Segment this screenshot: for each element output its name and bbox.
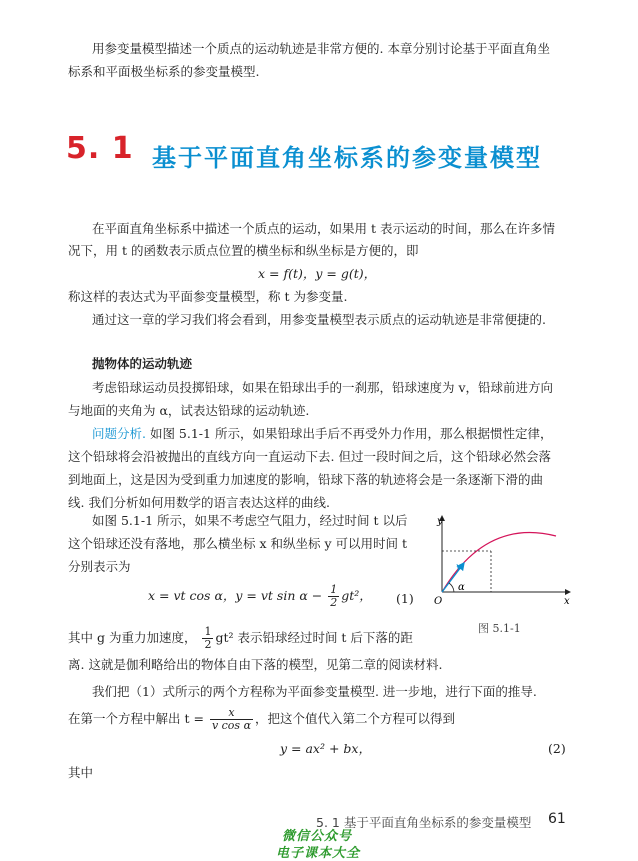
equation-1-label: (1) [396, 591, 414, 606]
angle-arc [449, 583, 454, 592]
para2-after-line-2: 离. 这就是伽利略给出的物体自由下落的模型，见第二章的阅读材料. [68, 657, 443, 672]
equation-2: y = ax² + bx， [280, 741, 371, 756]
page-number: 61 [548, 811, 566, 827]
half-denominator: 2 [204, 638, 212, 651]
analysis-label: 问题分析. [92, 426, 146, 441]
para2-after-line-1 [68, 626, 413, 651]
y-axis-label: y [437, 516, 443, 527]
footer-section-title: 5. 1 基于平面直角坐标系的参变量模型 [316, 815, 532, 830]
analysis-line-3: 到地面上，这是因为受到重力加速度的影响，铅球下落的轨迹将会是一条逐渐下滑的曲 [68, 472, 544, 487]
angle-label: α [458, 582, 465, 593]
equation-1-fraction [328, 584, 339, 609]
t-denominator: v cos α [211, 719, 252, 732]
para2-line-2: 这个铅球还没有落地，那么横坐标 x 和纵坐标 y 可以用时间 t [68, 536, 408, 551]
half-numerator: 1 [204, 625, 212, 638]
section-title: 基于平面直角坐标系的参变量模型 [152, 144, 542, 172]
analysis-line-2: 这个铅球将会沿被抛出的直线方向一直运动下去. 但过一段时间之后，这个铅球必然会落 [68, 449, 551, 464]
para2-line-3: 分别表示为 [68, 559, 131, 574]
intro-line-1: 用参变量模型描述一个质点的运动轨迹是非常方便的. 本章分别讨论基于平面直角坐 [92, 41, 550, 56]
fraction-denominator: 2 [330, 596, 338, 609]
analysis-text: 如图 5.1-1 所示，如果铅球出手后不再受外力作用，那么根据惯性定律， [145, 426, 553, 441]
para2-after-text-b: gt² 表示铅球经过时间 t 后下落的距 [215, 630, 413, 645]
para1-line-3: 称这样的表达式为平面参变量模型，称 t 为参变量. [68, 289, 348, 304]
x-axis-label: x [564, 596, 570, 607]
para1-line-4: 通过这一章的学习我们将会看到，用参变量模型表示质点的运动轨迹是非常便捷的. [92, 312, 546, 327]
figure-caption: 图 5.1-1 [478, 622, 521, 635]
para3-text-a: 在第一个方程中解出 t = [68, 711, 204, 726]
trajectory-figure [428, 508, 574, 612]
equation-1 [148, 584, 372, 609]
equation-xy: x = f(t)，y = g(t)， [258, 266, 377, 281]
para2-line-1: 如图 5.1-1 所示，如果不考虑空气阻力，经过时间 t 以后 [92, 513, 408, 528]
velocity-label: v [456, 562, 462, 573]
para2-after-text-a: 其中 g 为重力加速度， [68, 630, 197, 645]
para3-text-b: ，把这个值代入第二个方程可以得到 [255, 711, 456, 726]
subheading: 抛物体的运动轨迹 [92, 356, 193, 371]
intro-line-2: 标系和平面极坐标系的参变量模型. [68, 64, 260, 79]
equation-2-label: (2) [548, 741, 566, 756]
para3-line-3: 其中 [68, 765, 94, 780]
para1-line-2: 况下，用 t 的函数表示质点位置的横坐标和纵坐标是方便的，即 [68, 243, 419, 258]
origin-label: O [434, 596, 443, 607]
watermark-line-2: 电子课本大全 [276, 846, 361, 861]
watermark-line-1: 微信公众号 [282, 829, 353, 844]
para3-line-2 [68, 707, 455, 732]
problem-line-1: 考虑铅球运动员投掷铅球，如果在铅球出手的一刹那，铅球速度为 v，铅球前进方向 [92, 380, 554, 395]
analysis-line-1 [92, 425, 552, 442]
equation-1-left: x = vt cos α，y = vt sin α − [148, 588, 323, 603]
section-number: 5. 1 [66, 131, 134, 166]
analysis-line-4: 线. 我们分析如何用数学的语言表达这样的曲线. [68, 495, 330, 510]
problem-line-2: 与地面的夹角为 α，试表达铅球的运动轨迹. [68, 403, 310, 418]
equation-1-right: gt²， [341, 588, 372, 603]
half-fraction [202, 626, 213, 651]
para1-line-1: 在平面直角坐标系中描述一个质点的运动，如果用 t 表示运动的时间，那么在许多情 [92, 221, 555, 236]
para3-line-1: 我们把（1）式所示的两个方程称为平面参变量模型. 进一步地，进行下面的推导. [92, 684, 537, 699]
t-fraction [210, 707, 253, 732]
t-numerator: x [210, 707, 253, 720]
fraction-numerator: 1 [330, 583, 338, 596]
